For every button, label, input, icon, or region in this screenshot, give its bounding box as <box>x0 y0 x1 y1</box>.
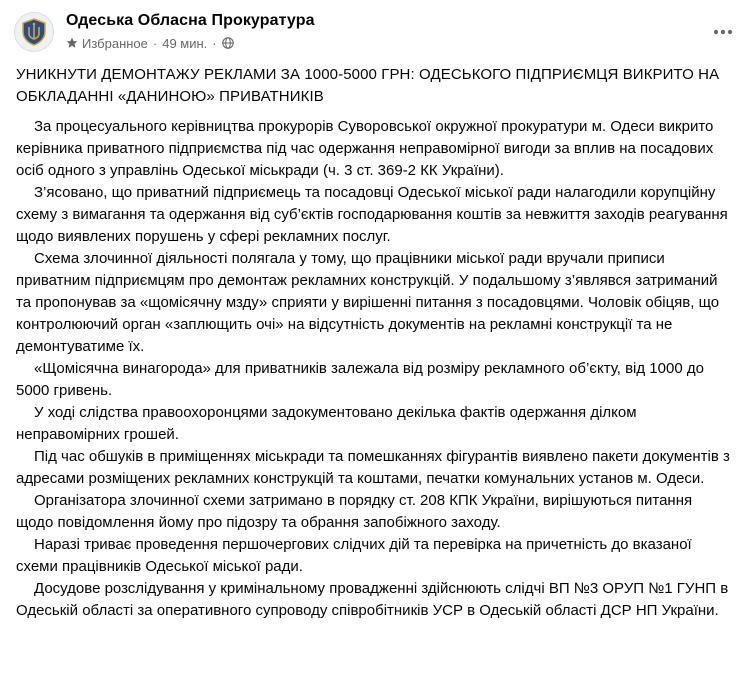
star-icon <box>66 37 78 49</box>
post-paragraph: Під час обшуків в приміщеннях міськради та помешканнях фігурантів виявлено пакети документів з адресами розміщених рекламних конструкцій та коштами, печатки комунальних установ м. Одеси. <box>16 448 730 487</box>
more-options-button[interactable] <box>709 18 737 46</box>
post-paragraph: У ході слідства правоохоронцями задокументовано декілька фактів одержання ділком неправомірних грошей. <box>16 404 637 443</box>
post-time[interactable]: 49 мин. <box>162 35 208 51</box>
post-paragraph: За процесуального керівництва прокурорів Суворовської окружної прокуратури м. Одеси викрито керівника приватного підприємства під час одержання неправомірної вигоди за вплив на посадових осіб одного з управлінь Одеської міськради (ч. 3 ст. 369-2 КК України). <box>16 118 714 179</box>
favorites-label[interactable]: Избранное <box>82 35 148 51</box>
prosecutor-emblem-icon <box>19 17 49 47</box>
separator-dot: · <box>152 35 158 51</box>
post-headline: УНИКНУТИ ДЕМОНТАЖУ РЕКЛАМИ ЗА 1000-5000 ГРН: ОДЕСЬКОГО ПІДПРИЄМЦЯ ВИКРИТО НА ОБКЛАДАННІ «ДАНИНОЮ» ПРИВАТНИКІВ <box>16 66 720 105</box>
post-paragraph: Схема злочинної діяльності полягала у тому, що працівники міської ради вручали приписи приватним підприємцям про демонтаж рекламних конструкцій. У подальшому з’являвся затриманий та пропонував за «щомісячну мзду» сприяти у вирішенні питання з посадовцями. Чоловік обіцяв, що контролюючий орган «заплющить очі» на відсутність документів на рекламні конструкції та не демонтуватиме їх. <box>16 250 720 355</box>
post-header <box>14 10 751 54</box>
post-paragraph: З’ясовано, що приватний підприємець та посадовці Одеської міської ради налагодили корупційну схему з вимагання та одержання від суб’єктів господарювання коштів за невжиття заходів реагування щодо виявлених порушень у сфері рекламних послуг. <box>16 184 728 245</box>
more-dots-icon <box>713 29 733 35</box>
separator-dot: · <box>212 35 217 51</box>
page-avatar[interactable] <box>14 12 54 52</box>
page-name[interactable]: Одеська Обласна Прокуратура <box>66 12 315 29</box>
post-paragraph: «Щомісячна винагорода» для приватників залежала від розміру рекламного об’єкту, від 1000 до 5000 гривень. <box>16 360 704 399</box>
post-paragraph: Досудове розслідування у кримінальному провадженні здійснюють слідчі ВП №3 ОРУП №1 ГУНП в Одеській області за оперативного супроводу співробітників УСР в Одеській області ДСР НП України. <box>16 580 729 619</box>
post-paragraph: Наразі триває проведення першочергових слідчих дій та перевірка на причетність до вказаної схеми працівників Одеської міської ради. <box>16 536 692 575</box>
post-meta <box>66 35 234 51</box>
post-body <box>16 64 732 622</box>
globe-icon[interactable] <box>222 37 234 49</box>
post-paragraph: Організатора злочинної схеми затримано в порядку ст. 208 КПК України, вирішуються питання щодо повідомлення йому про підозру та обрання запобіжного заходу. <box>16 492 693 531</box>
